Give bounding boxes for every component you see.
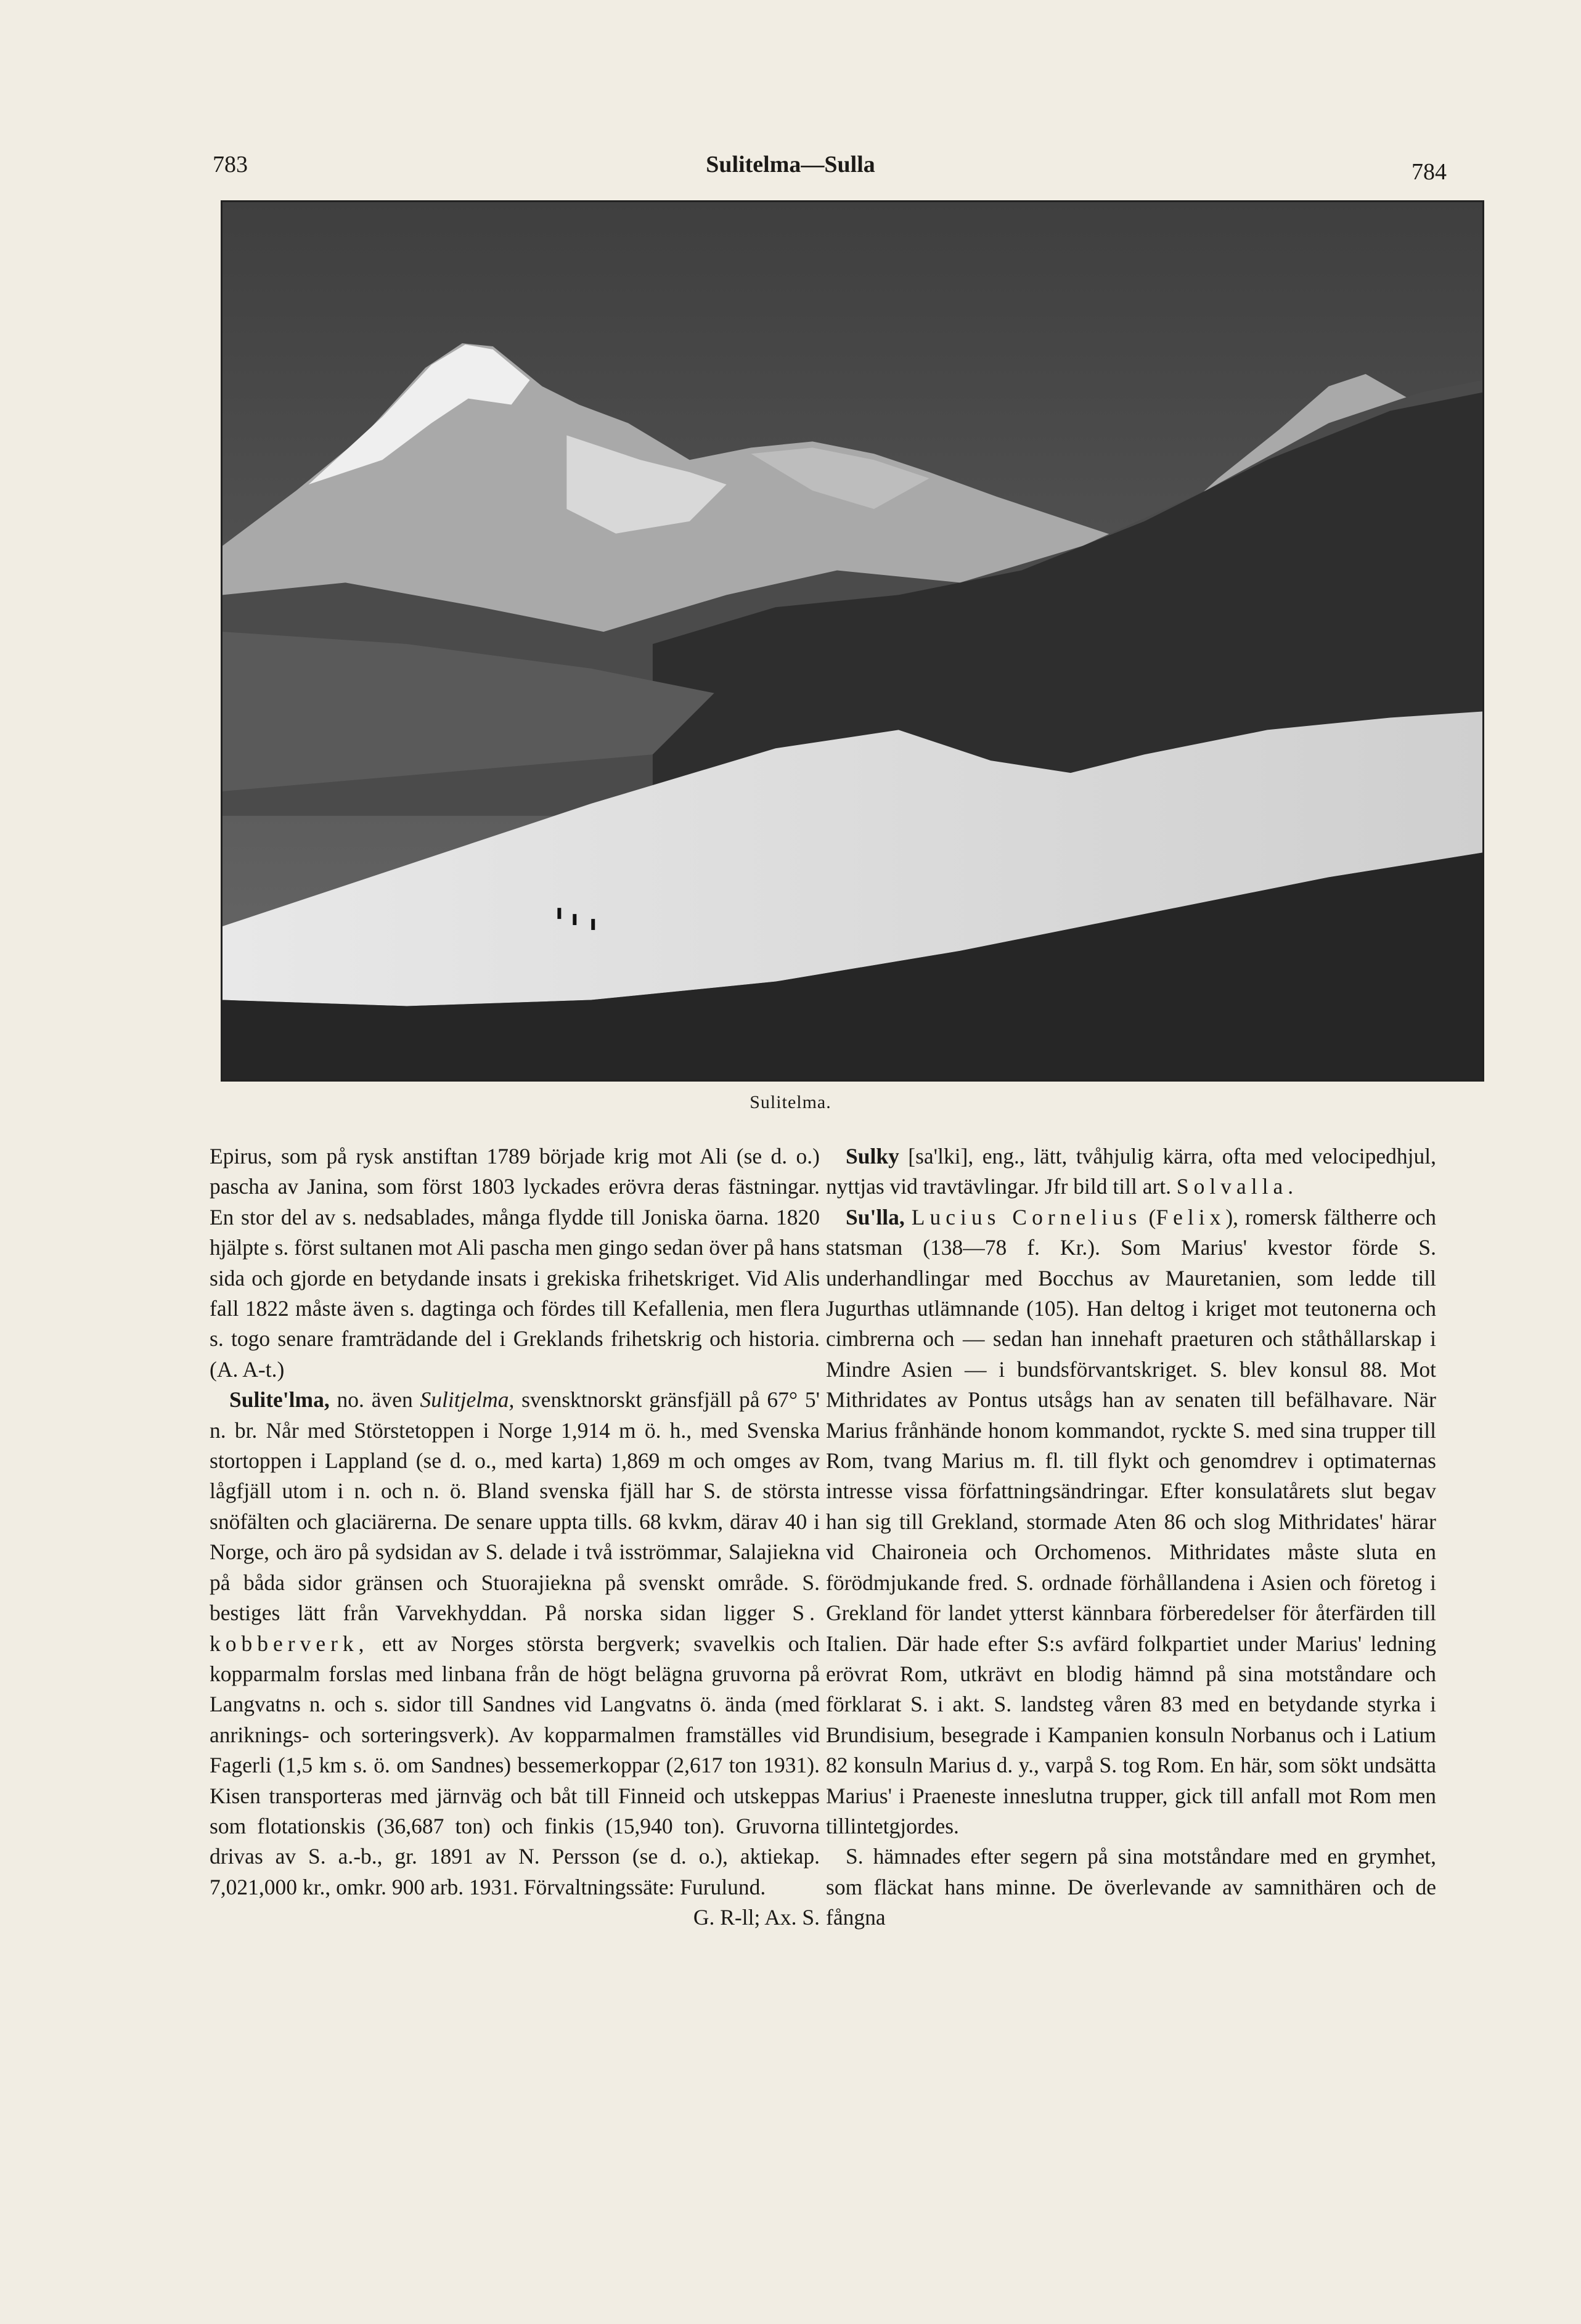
entry-sulky: Sulky [sa'lki], eng., lätt, tvåhjulig kärra, ofta med velocipedhjul, nyttjas vid travtävlingar. Jfr bild till art. Solvalla. bbox=[826, 1144, 1436, 1199]
left-column bbox=[210, 1141, 820, 2164]
right-column bbox=[826, 1141, 1436, 2164]
entry-headword: Su'lla, bbox=[846, 1204, 905, 1229]
page-header bbox=[0, 151, 1581, 188]
entry-headword: Sulite'lma, bbox=[229, 1387, 330, 1413]
article-continuation: Epirus, som på rysk anstiftan 1789 började krig mot Ali (se d. o.) pascha av Janina, som först 1803 lyckades erövra deras fästningar. En stor del av s. nedsablades, många flydde till Joniska öarna. 1820 hjälpte s. först sultanen mot Ali pascha men gingo sedan över på hans sida och gjorde en betydande insats i grekiska frihetskriget. Vid Alis fall 1822 måste även s. dagtinga och fördes till Kefallenia, men flera s. togo senare framträdande del i Greklands frihetskrig och historia. (A. A-t.) bbox=[210, 1144, 820, 1382]
author-signature: G. R-ll; Ax. S. bbox=[693, 1905, 820, 1930]
entry-sulitelma: Sulite'lma, no. även Sulitjelma, svensktnorskt gränsfjäll på 67° 5' n. br. Når med Störstetoppen i Norge 1,914 m ö. h., med Svenska stortoppen i Lappland (se d. o., med karta) 1,869 m och omges av lågfjäll utom i n. och n. ö. Bland svenska fjäll har S. de största snöfälten och glaciärerna. De senare uppta tills. 68 kvkm, därav 40 i Norge, och äro på sydsidan av S. delade i två isströmmar, Salajiekna på båda sidor gränsen och Stuorajiekna på svenskt område. S. bestiges lätt från Varvekhyddan. På norska sidan ligger S. kobberverk, ett av Norges största bergverk; svavelkis och kopparmalm forslas med linbana från de högt belägna gruvorna på Langvatns n. och s. sidor till Sandnes vid Langvatns ö. ända (med anriknings- och sorteringsverk). Av kopparmalmen framställes vid Fagerli (1,5 km s. ö. om Sandnes) bessemerkoppar (2,617 ton 1931). Kisen transporteras med järnväg och båt till Finneid och utskeppas som flotationskis (36,687 ton) och finkis (15,940 ton). Gruvorna drivas av S. a.-b., gr. 1891 av N. Persson (se d. o.), aktiekap. 7,021,000 kr., omkr. 900 arb. 1931. Förvaltningssäte: Furulund. G. R-ll; Ax. S. bbox=[210, 1385, 820, 1902]
mountain-landscape-image bbox=[223, 202, 1482, 1080]
running-head: Sulitelma—Sulla bbox=[706, 152, 875, 177]
sulla-paragraph: S. hämnades efter segern på sina motståndare med en grymhet, som fläckat hans minne. De överlevande av samnithären och de fångna bbox=[826, 1844, 1436, 1930]
mountain-photograph bbox=[221, 200, 1484, 1082]
figure-caption: Sulitelma. bbox=[750, 1092, 831, 1112]
entry-headword: Sulky bbox=[846, 1144, 899, 1168]
page-number-right: 784 bbox=[1411, 159, 1447, 185]
page-number-left: 783 bbox=[213, 152, 248, 177]
entry-sulla: Su'lla, Lucius Cornelius (Felix), romersk fältherre och statsman (138—78 f. Kr.). Som Marius' kvestor förde S. underhandlingar med Bocchus av Mauretanien, som ledde till Jugurthas utlämnande (105). Han deltog i kriget mot teutonerna och cimbrerna och — sedan han innehaft praeturen och ståthållarskap i Mindre Asien — i bundsförvantskriget. S. blev konsul 88. Mot Mithridates av Pontus utsågs han av senaten till befälhavare. När Marius frånhände honom kommandot, ryckte S. med sina trupper till Rom, tvang Marius m. fl. till flykt och genomdrev i optimaternas intresse vissa författningsändringar. Efter konsulatårets slut begav han sig till Grekland, stormade Aten 86 och slog Mithridates' härar vid Chaironeia och Orchomenos. Mithridates måste sluta en förödmjukande fred. S. ordnade förhållandena i Asien och företog i Grekland för landet ytterst kännbara förberedelser för återfärden till Italien. Där hade efter S:s avfärd folkpartiet under Marius' ledning erövrat Rom, utkrävt en blodig hämnd på sina motståndare och förklarat S. i akt. S. landsteg våren 83 med en betydande styrka i Brundisium, besegrade i Kampanien konsuln Norbanus och i Latium 82 konsuln Marius d. y., varpå S. tog Rom. En här, som sökt undsätta Marius' i Praeneste inneslutna trupper, gick till anfall mot Rom men tillintetgjordes. bbox=[826, 1204, 1437, 1838]
